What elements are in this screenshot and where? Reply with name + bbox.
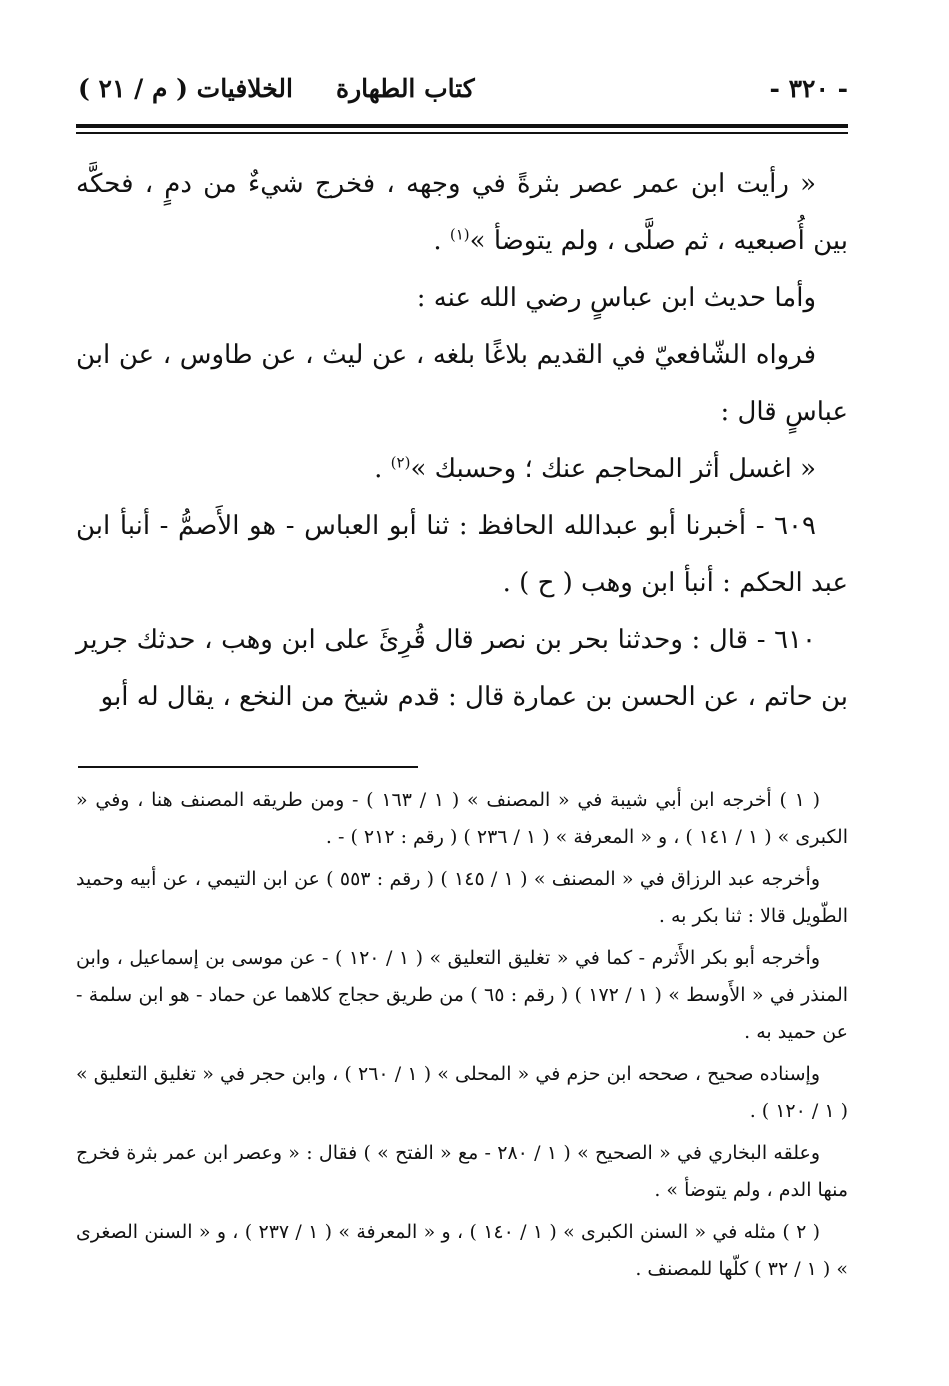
paragraph-hadith-610: ٦١٠ - قال : وحدثنا بحر بن نصر قال قُرِئَ على ابن وهب ، حدثك جرير بن حاتم ، عن الحسن بن عمارة قال : قدم شيخ من النخع ، يقال له أبو [76,625,848,712]
quote-text: « اغسل أثر المحاجم عنك ؛ وحسبك » [410,454,816,484]
footnote-separator [78,766,418,768]
paragraph-hadith-609: ٦٠٩ - أخبرنا أبو عبدالله الحافظ : ثنا أبو العباس - هو الأَصمُّ - أنبأ ابن عبد الحكم : أنبأ ابن وهب ( ح ) . [76,511,848,598]
footnote-1-athram: وأخرجه أبو بكر الأَثرم - كما في « تغليق التعليق » ( ١ / ١٢٠ ) - عن موسى بن إسماعيل ، وابن المنذر في « الأَوسط » ( ١ / ١٧٢ ) ( رقم : ٦٥ ) من طريق حجاج كلاهما عن حماد - هو ابن سلمة - عن حميد به . [76,947,849,1043]
footnote-ref-2: (٢) [390,453,411,472]
main-text [76,156,848,726]
book-title: كتاب الطهارة [336,74,475,103]
footnote-2: ( ٢ ) مثله في « السنن الكبرى » ( ١ / ١٤٠ ) ، و « المعرفة » ( ١ / ٢٣٧ ) ، و « السنن الصغرى » ( ١ / ٣٢ ) كلّها للمصنف . [76,1221,848,1280]
quote-end: . [433,226,450,256]
header-rule-thick [76,124,848,128]
paragraph-quote-ibn-umar [76,156,848,270]
paragraph-shafii-chain: فرواه الشّافعيّ في القديم بلاغًا بلغه ، عن ليث ، عن طاوس ، عن ابن عباسٍ قال : [76,340,848,427]
footnote-1-bukhari: وعلقه البخاري في « الصحيح » ( ١ / ٢٨٠ - مع « الفتح » ) فقال : « وعصر ابن عمر بثرة فخرج منها الدم ، ولم يتوضأ » . [76,1142,848,1201]
footnote-1-abdurrazzaq: وأخرجه عبد الرزاق في « المصنف » ( ١ / ١٤٥ ) ( رقم : ٥٥٣ ) عن ابن التيمي ، عن أبيه وحميد الطّويل قالا : ثنا بكر به . [76,868,848,927]
quote-end: . [374,454,391,484]
quote-text: « رأيت ابن عمر عصر بثرةً في وجهه ، فخرج شيءٌ من دمٍ ، فحكَّه بين أُصبعيه ، ثم صلَّى ، ولم يتوضأ » [76,169,848,256]
page-number: - ٣٢٠ - [769,74,848,103]
header-rule-thin [76,132,848,134]
paragraph-quote-mahajim [76,441,848,498]
footnotes [76,782,848,1288]
footnote-1-isnad: وإسناده صحيح ، صححه ابن حزم في « المحلى » ( ١ / ٢٦٠ ) ، وابن حجر في « تغليق التعليق » ( ١ / ١٢٠ ) . [76,1063,848,1122]
paragraph-ibn-abbas-intro: وأما حديث ابن عباسٍ رضي الله عنه : [416,283,816,313]
section-label: الخلافيات ( م / ٢١ ) [78,74,293,103]
running-header [76,60,848,110]
footnote-ref-1: (١) [449,225,470,244]
book-page [76,60,848,1360]
footnote-1: ( ١ ) أخرجه ابن أبي شيبة في « المصنف » ( ١ / ١٦٣ ) - ومن طريقه المصنف هنا ، وفي « الكبرى » ( ١ / ١٤١ ) ، و « المعرفة » ( ١ / ٢٣٦ ) ( رقم : ٢١٢ ) - . [76,789,848,848]
